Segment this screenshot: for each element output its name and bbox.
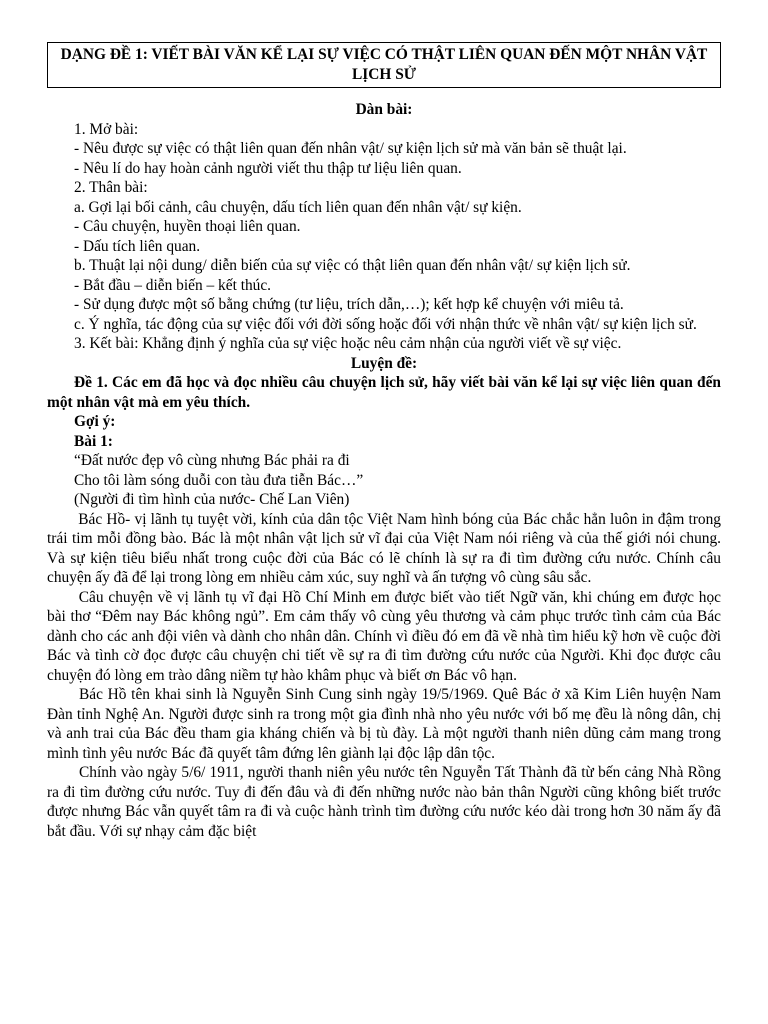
outline-line: - Bắt đầu – diễn biến – kết thúc. — [74, 276, 272, 294]
outline-line: a. Gợi lại bối cảnh, câu chuyện, dấu tích liên quan đến nhân vật/ sự kiện. — [74, 198, 522, 216]
outline-line: - Dấu tích liên quan. — [74, 237, 201, 255]
outline-line: - Câu chuyện, huyền thoại liên quan. — [74, 218, 301, 235]
outline-line: - Nêu lí do hay hoàn cảnh người viết thu thập tư liệu liên quan. — [74, 159, 462, 177]
outline-heading: Dàn bài: — [355, 101, 413, 118]
essay-paragraph: Bác Hồ- vị lãnh tụ tuyệt vời, kính của dân tộc Việt Nam hình bóng của Bác chắc hẳn luôn in đậm trong trái tim mỗi đồng bào. Bác là một nhân vật lịch sử vĩ đại của Việt Nam nói riêng và của thế giới nói chung. Và sự kiện tiêu biểu nhất trong cuộc đời của Bác có lẽ chính là sự ra đi tìm đường cứu nước. Chính câu chuyện ấy đã để lại trong lòng em nhiều cảm xúc, suy nghĩ và ấn tượng vô cùng sâu sắc. — [47, 510, 725, 586]
hint-label: Gợi ý: — [74, 413, 116, 430]
exercise-prompt: Đề 1. Các em đã học và đọc nhiều câu chuyện lịch sử, hãy viết bài văn kể lại sự việc liên quan đến một nhân vật mà em yêu thích. — [47, 374, 721, 411]
outline-line: 1. Mở bài: — [74, 120, 139, 138]
outline-line: - Nêu được sự việc có thật liên quan đến nhân vật/ sự kiện lịch sử mà văn bản sẽ thuật lại. — [74, 140, 627, 157]
document-page — [47, 42, 725, 841]
outline-line: 3. Kết bài: Khẳng định ý nghĩa của sự việc hoặc nêu cảm nhận của người viết về sự việc. — [74, 335, 622, 352]
quote-citation: (Người đi tìm hình của nước- Chế Lan Viên) — [74, 491, 350, 508]
essay-label: Bài 1: — [74, 432, 113, 450]
document-title: DẠNG ĐỀ 1: VIẾT BÀI VĂN KỂ LẠI SỰ VIỆC CÓ THẬT LIÊN QUAN ĐẾN MỘT NHÂN VẬT LỊCH SỬ — [47, 42, 721, 88]
essay-paragraph: Câu chuyện về vị lãnh tụ vĩ đại Hồ Chí Minh em được biết vào tiết Ngữ văn, khi chúng em được học bài thơ “Đêm nay Bác không ngủ”. Em cảm thấy vô cùng yêu thương và cảm phục trước tình cảm của Bác dành cho các anh đội viên và dành cho nhân dân. Chính vì điều đó em đã về nhà tìm hiểu kỹ hơn về cuộc đời Bác và tình cờ đọc được câu chuyện chi tiết về sự ra đi tìm đường cứu nước của Người. Khi đọc được câu chuyện đó lòng em trào dâng niềm tự hào khâm phục và biết ơn Bác vô hạn. — [47, 588, 725, 684]
outline-line: 2. Thân bài: — [74, 179, 148, 196]
practice-heading: Luyện đề: — [350, 354, 418, 372]
outline-line: b. Thuật lại nội dung/ diễn biến của sự việc có thật liên quan đến nhân vật/ sự kiện lịch sử. — [74, 257, 631, 274]
outline-line: - Sử dụng được một số bằng chứng (tư liệu, trích dẫn,…); kết hợp kể chuyện với miêu tả. — [74, 296, 624, 313]
essay-paragraph: Bác Hồ tên khai sinh là Nguyễn Sinh Cung sinh ngày 19/5/1969. Quê Bác ở xã Kim Liên huyện Nam Đàn tỉnh Nghệ An. Người được sinh ra trong một gia đình nhà nho yêu nước với bố mẹ đều là nông dân, chị và anh trai của Bác đều tham gia kháng chiến và bị tù đày. Là một người thanh niên dũng cảm mang trong mình tình yêu nước Bác đã quyết tâm đứng lên giành lại độc lập dân tộc. — [47, 686, 721, 762]
quote-line: “Đất nước đẹp vô cùng nhưng Bác phải ra đi — [74, 452, 350, 469]
quote-line: Cho tôi làm sóng duỗi con tàu đưa tiễn Bác…” — [74, 471, 364, 489]
outline-line: c. Ý nghĩa, tác động của sự việc đối với đời sống hoặc đối với nhận thức về nhân vật/ sự kiện lịch sử. — [74, 315, 697, 333]
essay-paragraph: Chính vào ngày 5/6/ 1911, người thanh niên yêu nước tên Nguyễn Tất Thành đã từ bến cảng Nhà Rồng ra đi tìm đường cứu nước. Tuy đi đến đâu và đi đến những nước nào bản thân Người cũng không biết trước được nhưng Bác vẫn quyết tâm ra đi và cuộc hành trình tìm đường cứu nước kéo dài trong hơn 30 năm ấy đã bắt đầu. Với sự nhạy cảm đặc biệt — [47, 764, 721, 840]
